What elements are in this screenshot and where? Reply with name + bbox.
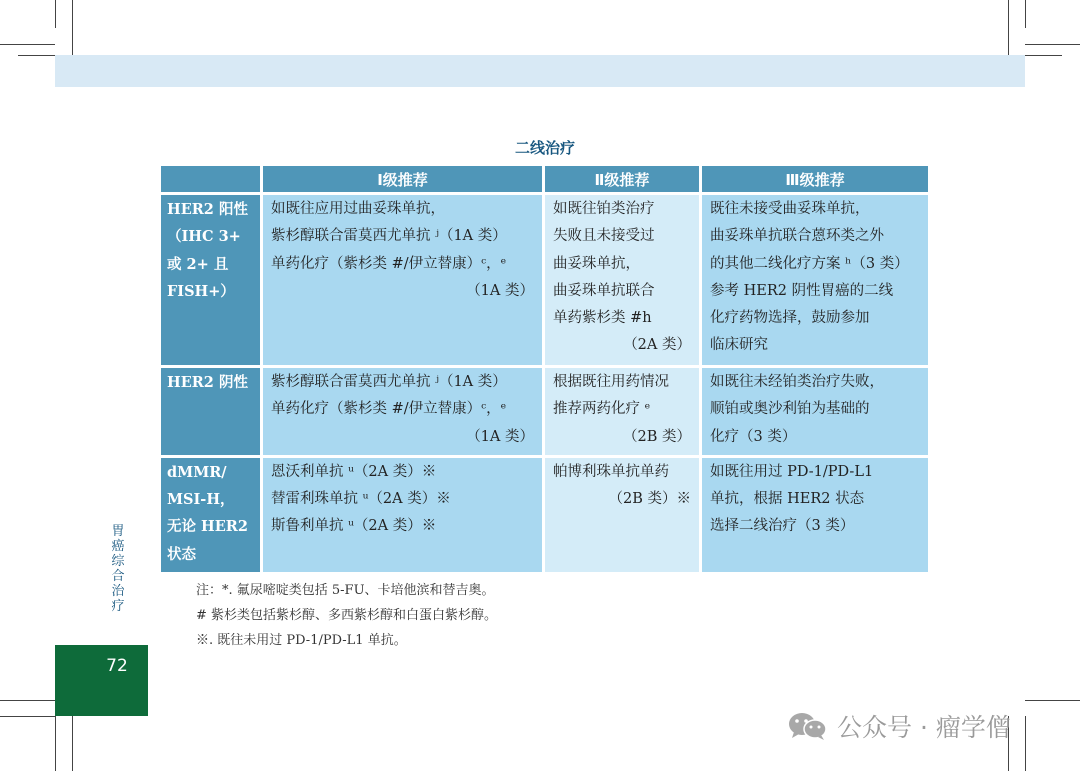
table-cell-level2: [545, 195, 699, 365]
cell-line: 如既往铂类治疗: [553, 201, 655, 217]
side-chapter-label: [108, 524, 128, 614]
table-cell-level1: [263, 195, 542, 365]
cell-line: 顺铂或奥沙利铂为基础的: [710, 401, 870, 418]
side-label-char: 治: [111, 584, 125, 599]
page-number: 72: [106, 656, 128, 676]
table-cell-level3: [702, 458, 928, 572]
cell-line: 单药紫杉类 #h: [553, 310, 652, 327]
treatment-table: [158, 163, 931, 575]
cell-line: （2A 类）: [623, 337, 691, 354]
cell-line: 失败且未接受过: [553, 228, 655, 245]
side-label-char: 合: [111, 569, 125, 584]
row-header-line: 状态: [167, 545, 196, 563]
crop-mark: [1025, 700, 1080, 701]
row-header-line: HER2 阴性: [167, 374, 248, 391]
cell-line: 如既往未经铂类治疗失败，: [710, 374, 884, 390]
cell-line: 曲妥珠单抗联合蒽环类之外: [710, 228, 884, 245]
side-label-char: 胃: [111, 524, 125, 539]
watermark: [785, 708, 1011, 744]
crop-mark: [18, 55, 55, 56]
table-header-row: [161, 166, 928, 192]
row-header-line: dMMR/: [167, 463, 227, 481]
cell-line: 单药化疗（紫杉类 #/伊立替康）ᶜ，ᵉ: [271, 255, 507, 272]
side-label-char: 癌: [111, 539, 125, 554]
cell-line: 化疗（3 类）: [710, 428, 797, 445]
crop-mark: [1025, 716, 1026, 771]
crop-mark: [0, 716, 55, 717]
table-cell-level2: [545, 458, 699, 572]
row-header-line: 无论 HER2: [167, 518, 248, 536]
row-header-cell: [161, 368, 260, 455]
cell-line: （1A 类）: [466, 282, 534, 299]
crop-mark: [1025, 55, 1062, 56]
top-color-band: [55, 55, 1025, 87]
footnote: ※. 既往未用过 PD-1/PD-L1 单抗。: [196, 633, 407, 648]
crop-mark: [72, 0, 73, 55]
row-header-cell: [161, 458, 260, 572]
section-title: 二线治疗: [514, 139, 575, 157]
cell-line: 单抗，根据 HER2 状态: [710, 491, 865, 508]
crop-mark: [0, 44, 55, 45]
cell-line: 如既往用过 PD-1/PD-L1: [710, 463, 874, 480]
row-header-line: HER2 阳性: [167, 201, 248, 218]
side-label-char: 疗: [111, 599, 125, 614]
cell-line: 临床研究: [710, 337, 768, 354]
table-cell-level1: [263, 458, 542, 572]
cell-line: 紫杉醇联合雷莫西尤单抗 ʲ（1A 类）: [271, 374, 507, 390]
cell-line: 推荐两药化疗 ᵉ: [553, 401, 651, 418]
side-label-char: 综: [111, 554, 125, 569]
header-cell-level1: Ⅰ级推荐: [263, 166, 542, 192]
table-row: [161, 195, 928, 365]
cell-line: 选择二线治疗（3 类）: [710, 518, 855, 535]
cell-line: 的其他二线化疗方案 ʰ（3 类）: [710, 255, 909, 272]
row-header-line: （IHC 3+: [167, 228, 241, 246]
table-cell-level3: [702, 368, 928, 455]
cell-line: 替雷利珠单抗 ᵘ（2A 类）※: [271, 491, 451, 508]
cell-line: （2B 类）: [623, 428, 691, 445]
footnote: # 紫杉类包括紫杉醇、多西紫杉醇和白蛋白紫杉醇。: [196, 608, 498, 623]
cell-line: 单药化疗（紫杉类 #/伊立替康）ᶜ，ᵉ: [271, 401, 507, 418]
table-cell-level3: [702, 195, 928, 365]
cell-line: 根据既往用药情况: [553, 374, 669, 390]
table-row: [161, 368, 928, 455]
cell-line: 恩沃利单抗 ᵘ（2A 类）※: [271, 463, 437, 480]
header-cell-level3: Ⅲ级推荐: [702, 166, 928, 192]
crop-mark: [55, 0, 56, 28]
row-header-line: 或 2+ 且: [167, 255, 229, 273]
row-header-cell: [161, 195, 260, 365]
table-row: [161, 458, 928, 572]
crop-mark: [1025, 44, 1080, 45]
header-cell-empty: [161, 166, 260, 192]
footnotes: [196, 578, 497, 653]
crop-mark: [0, 700, 55, 701]
crop-mark: [1008, 0, 1009, 55]
watermark-text: 公众号 · 瘤学僧: [837, 713, 1011, 742]
crop-mark: [72, 716, 73, 771]
cell-line: 斯鲁利单抗 ᵘ（2A 类）※: [271, 518, 437, 535]
cell-line: 曲妥珠单抗，: [553, 255, 640, 272]
cell-line: （2B 类）※: [608, 491, 691, 508]
table-cell-level1: [263, 368, 542, 455]
row-header-line: MSI-H，: [167, 491, 235, 509]
cell-line: 既往未接受曲妥珠单抗，: [710, 201, 870, 217]
cell-line: 曲妥珠单抗联合: [553, 282, 655, 299]
cell-line: 紫杉醇联合雷莫西尤单抗 ʲ（1A 类）: [271, 228, 507, 245]
cell-line: 帕博利珠单抗单药: [553, 463, 669, 480]
cell-line: 如既往应用过曲妥珠单抗，: [271, 201, 445, 217]
crop-mark: [55, 716, 56, 771]
wechat-icon: [785, 710, 833, 742]
crop-mark: [1025, 0, 1026, 28]
row-header-line: FISH+）: [167, 282, 235, 300]
footnote: 注：*. 氟尿嘧啶类包括 5-FU、卡培他滨和替吉奥。: [196, 583, 495, 598]
cell-line: 参考 HER2 阴性胃癌的二线: [710, 282, 894, 299]
cell-line: 化疗药物选择，鼓励参加: [710, 310, 870, 327]
table-cell-level2: [545, 368, 699, 455]
header-cell-level2: Ⅱ级推荐: [545, 166, 699, 192]
cell-line: （1A 类）: [466, 428, 534, 445]
